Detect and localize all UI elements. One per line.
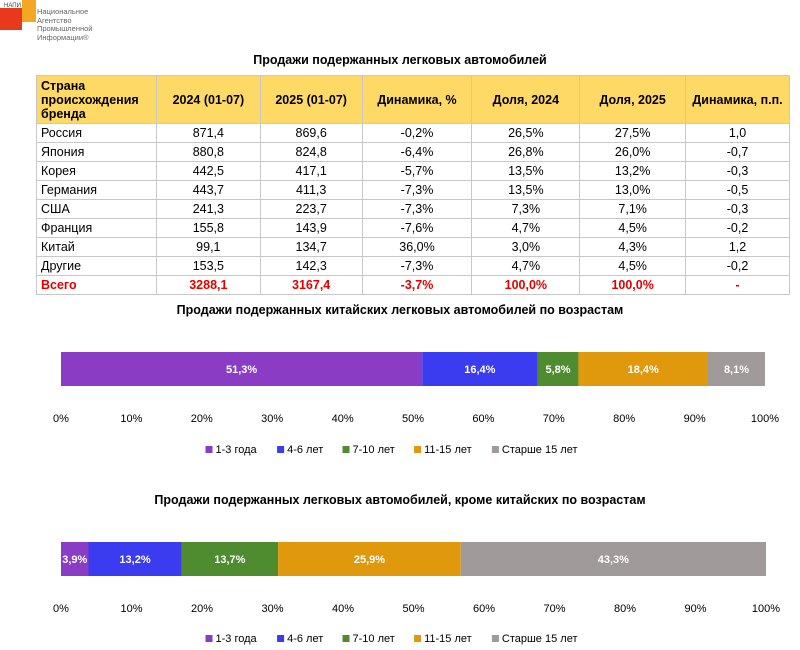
legend-label-5: Старше 15 лет xyxy=(501,444,578,456)
cell-share-2025: 4,5% xyxy=(580,257,686,276)
header-2025: 2025 (01-07) xyxy=(260,76,362,124)
cell-2025: 142,3 xyxy=(260,257,362,276)
bar-segment-label-1: 51,3% xyxy=(225,364,258,376)
cell-dynamics-pp: 1,0 xyxy=(686,124,790,143)
cell-dynamics-pct: 36,0% xyxy=(362,238,472,257)
total-2025: 3167,4 xyxy=(260,276,362,295)
cell-share-2025: 13,2% xyxy=(580,162,686,181)
cell-share-2024: 13,5% xyxy=(472,162,580,181)
cell-share-2024: 7,3% xyxy=(472,200,580,219)
x-tick-label: 0% xyxy=(53,603,69,615)
legend-swatch-5 xyxy=(492,635,499,642)
logo-orange-block xyxy=(22,0,36,22)
cell-share-2024: 3,0% xyxy=(472,238,580,257)
legend-swatch-3 xyxy=(343,446,350,453)
legend-swatch-1 xyxy=(206,446,213,453)
x-tick-label: 60% xyxy=(472,603,496,615)
cell-share-2025: 4,5% xyxy=(580,219,686,238)
x-tick-label: 80% xyxy=(613,603,637,615)
x-tick-label: 40% xyxy=(331,413,354,425)
x-tick-label: 90% xyxy=(684,603,707,615)
cell-country: Япония xyxy=(37,143,157,162)
table-row xyxy=(37,162,790,181)
cell-country: Франция xyxy=(37,219,157,238)
table-row xyxy=(37,200,790,219)
header-share-2025: Доля, 2025 xyxy=(580,76,686,124)
cell-dynamics-pp: -0,7 xyxy=(686,143,790,162)
total-share-2024: 100,0% xyxy=(472,276,580,295)
cell-2024: 155,8 xyxy=(156,219,260,238)
x-tick-label: 70% xyxy=(543,603,566,615)
cell-dynamics-pp: -0,3 xyxy=(686,200,790,219)
legend-label-3: 7-10 лет xyxy=(352,633,395,645)
chart2-title: Продажи подержанных легковых автомобилей, кроме китайских по возрастам xyxy=(154,493,646,507)
bar-segment-label-2: 13,2% xyxy=(119,554,151,566)
total-dynamics-pp: - xyxy=(686,276,790,295)
cell-country: Корея xyxy=(37,162,157,181)
header-country: Страна происхождения бренда xyxy=(37,76,157,124)
logo-org-name xyxy=(37,8,117,42)
x-tick-label: 50% xyxy=(402,603,425,615)
cell-2025: 417,1 xyxy=(260,162,362,181)
total-label: Всего xyxy=(37,276,157,295)
x-tick-label: 100% xyxy=(751,603,781,615)
cell-dynamics-pct: -7,3% xyxy=(362,200,472,219)
cell-dynamics-pp: -0,2 xyxy=(686,219,790,238)
logo-line-1: Национальное xyxy=(37,7,89,16)
cell-dynamics-pct: -7,6% xyxy=(362,219,472,238)
chart1-title: Продажи подержанных китайских легковых автомобилей по возрастам xyxy=(176,303,624,317)
table-row xyxy=(37,257,790,276)
cell-share-2024: 4,7% xyxy=(472,219,580,238)
cell-country: Другие xyxy=(37,257,157,276)
bar-segment-label-3: 5,8% xyxy=(545,364,571,376)
bar-segment-label-5: 8,1% xyxy=(723,364,750,376)
logo-abbr: НАПИ xyxy=(4,3,21,9)
cell-2024: 153,5 xyxy=(156,257,260,276)
bar-segment-label-4: 25,9% xyxy=(353,554,386,566)
cell-share-2024: 4,7% xyxy=(472,257,580,276)
x-tick-label: 50% xyxy=(401,413,425,425)
total-dynamics-pct: -3,7% xyxy=(362,276,472,295)
cell-dynamics-pct: -5,7% xyxy=(362,162,472,181)
cell-share-2025: 27,5% xyxy=(580,124,686,143)
legend-swatch-5 xyxy=(492,446,499,453)
cell-share-2025: 7,1% xyxy=(580,200,686,219)
total-share-2025: 100,0% xyxy=(580,276,686,295)
cell-2025: 134,7 xyxy=(260,238,362,257)
header-dynamics-pct: Динамика, % xyxy=(362,76,472,124)
cell-2024: 871,4 xyxy=(156,124,260,143)
x-tick-label: 20% xyxy=(190,413,213,425)
x-tick-label: 100% xyxy=(750,413,780,425)
cell-dynamics-pp: -0,2 xyxy=(686,257,790,276)
bar-segment-label-5: 43,3% xyxy=(597,554,629,566)
cell-share-2024: 26,5% xyxy=(472,124,580,143)
cell-country: Россия xyxy=(37,124,157,143)
logo-red-block xyxy=(0,8,22,30)
cell-2025: 411,3 xyxy=(260,181,362,200)
x-tick-label: 20% xyxy=(190,603,214,615)
legend-label-2: 4-6 лет xyxy=(287,444,324,456)
table-row xyxy=(37,219,790,238)
table-row xyxy=(37,181,790,200)
x-tick-label: 10% xyxy=(120,413,143,425)
cell-country: Германия xyxy=(37,181,157,200)
x-tick-label: 40% xyxy=(331,603,355,615)
bar-segment-label-2: 16,4% xyxy=(464,364,496,376)
bar-segment-label-1: 3,9% xyxy=(62,554,88,566)
header-dynamics-pp: Динамика, п.п. xyxy=(686,76,790,124)
cell-2025: 824,8 xyxy=(260,143,362,162)
cell-share-2025: 13,0% xyxy=(580,181,686,200)
napi-logo xyxy=(0,0,120,56)
cell-dynamics-pct: -7,3% xyxy=(362,257,472,276)
x-tick-label: 90% xyxy=(683,413,706,425)
cell-share-2025: 4,3% xyxy=(580,238,686,257)
cell-dynamics-pp: -0,5 xyxy=(686,181,790,200)
x-tick-label: 0% xyxy=(53,413,69,425)
x-tick-label: 80% xyxy=(613,413,636,425)
x-tick-label: 10% xyxy=(120,603,143,615)
cell-2024: 99,1 xyxy=(156,238,260,257)
sales-table xyxy=(36,75,790,295)
cell-2024: 241,3 xyxy=(156,200,260,219)
chart-non-chinese-by-age xyxy=(0,520,800,650)
cell-2025: 143,9 xyxy=(260,219,362,238)
table-row xyxy=(37,238,790,257)
legend-label-4: 11-15 лет xyxy=(424,444,472,456)
cell-dynamics-pct: -0,2% xyxy=(362,124,472,143)
cell-2024: 442,5 xyxy=(156,162,260,181)
x-tick-label: 60% xyxy=(472,413,495,425)
cell-2025: 869,6 xyxy=(260,124,362,143)
x-tick-label: 30% xyxy=(261,603,284,615)
cell-dynamics-pp: -0,3 xyxy=(686,162,790,181)
logo-line-4: Информации® xyxy=(37,32,89,42)
cell-dynamics-pct: -6,4% xyxy=(362,143,472,162)
legend-label-5: Старше 15 лет xyxy=(501,633,578,645)
legend-swatch-2 xyxy=(277,635,284,642)
chart-chinese-by-age xyxy=(0,330,800,465)
legend-swatch-4 xyxy=(414,635,421,642)
legend-label-1: 1-3 года xyxy=(215,444,257,456)
cell-2024: 443,7 xyxy=(156,181,260,200)
bar-segment-label-3: 13,7% xyxy=(214,554,246,566)
x-tick-label: 30% xyxy=(261,413,284,425)
cell-2024: 880,8 xyxy=(156,143,260,162)
table-row xyxy=(37,143,790,162)
header-2024: 2024 (01-07) xyxy=(156,76,260,124)
cell-dynamics-pct: -7,3% xyxy=(362,181,472,200)
x-tick-label: 70% xyxy=(542,413,565,425)
header-share-2024: Доля, 2024 xyxy=(472,76,580,124)
legend-swatch-4 xyxy=(414,446,421,453)
legend-label-2: 4-6 лет xyxy=(287,633,324,645)
cell-country: США xyxy=(37,200,157,219)
logo-line-3: Промышленной xyxy=(37,24,93,33)
legend-label-1: 1-3 года xyxy=(215,633,257,645)
legend-label-4: 11-15 лет xyxy=(424,633,472,645)
cell-dynamics-pp: 1,2 xyxy=(686,238,790,257)
cell-2025: 223,7 xyxy=(260,200,362,219)
logo-line-2: Агентство xyxy=(37,15,72,25)
table-header-row xyxy=(37,76,790,124)
cell-share-2024: 26,8% xyxy=(472,143,580,162)
legend-swatch-1 xyxy=(206,635,213,642)
legend-swatch-3 xyxy=(343,635,350,642)
legend-swatch-2 xyxy=(277,446,284,453)
total-2024: 3288,1 xyxy=(156,276,260,295)
cell-share-2025: 26,0% xyxy=(580,143,686,162)
cell-country: Китай xyxy=(37,238,157,257)
cell-share-2024: 13,5% xyxy=(472,181,580,200)
legend-label-3: 7-10 лет xyxy=(352,444,395,456)
table-title: Продажи подержанных легковых автомобилей xyxy=(253,53,547,67)
table-row xyxy=(37,124,790,143)
table-total-row xyxy=(37,276,790,295)
bar-segment-label-4: 18,4% xyxy=(627,364,659,376)
